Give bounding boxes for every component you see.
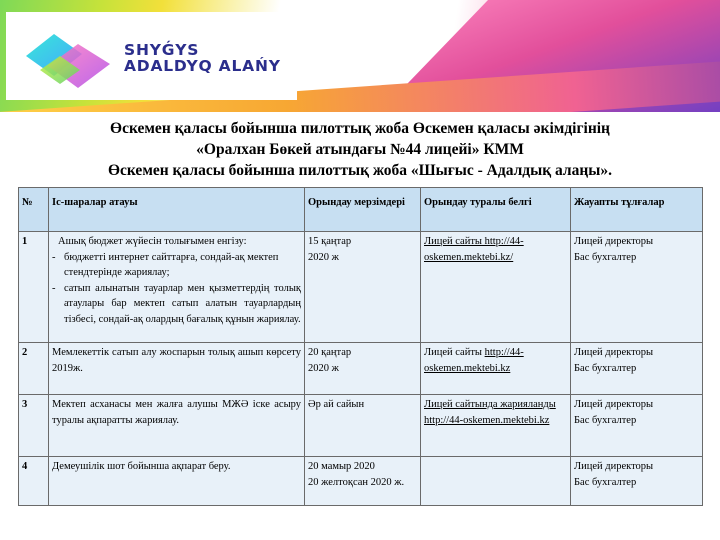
- responsible-line: Бас бухгалтер: [574, 414, 637, 426]
- row-number: 2: [19, 343, 49, 395]
- responsible-line: Бас бухгалтер: [574, 476, 637, 488]
- header-deadline: Орындау мерзімдері: [305, 188, 421, 232]
- page-heading: [0, 118, 720, 181]
- row-deadline: [305, 457, 421, 506]
- row-event: Демеушілік шот бойынша ақпарат беру.: [49, 457, 305, 506]
- responsible-line: Бас бухгалтер: [574, 251, 637, 263]
- row-mark: [421, 395, 571, 457]
- responsible-line: Бас бухгалтер: [574, 362, 637, 374]
- site-link[interactable]: http://44-oskemen.mektebi.kz: [424, 347, 524, 374]
- header-event-name: Іс-шаралар атауы: [49, 188, 305, 232]
- table-header-row: [19, 188, 703, 232]
- responsible-line: Лицей директоры: [574, 461, 654, 472]
- logo-diamond-icon: [20, 26, 116, 92]
- table-row: [19, 395, 703, 457]
- deadline-line: 15 қаңтар: [308, 236, 352, 247]
- deadline-line: 20 қаңтар: [308, 347, 352, 358]
- logo-line-2: ADALDYQ ALAŃY: [124, 57, 281, 75]
- heading-line-1: Өскемен қаласы бойынша пилоттық жоба Өскемен қаласы әкімдігінің: [110, 120, 610, 137]
- row-responsible: [571, 457, 703, 506]
- row-number: 1: [19, 232, 49, 343]
- row-responsible: [571, 395, 703, 457]
- deadline-line: Әр ай сайын: [308, 399, 365, 410]
- event-items: [52, 250, 301, 328]
- header-completion-mark: Орындау туралы белгі: [421, 188, 571, 232]
- row-mark: [421, 457, 571, 506]
- event-title: Ашық бюджет жүйесін толығымен енгізу:: [58, 236, 247, 247]
- row-responsible: [571, 232, 703, 343]
- table-row: [19, 232, 703, 343]
- plan-table: [18, 187, 703, 506]
- row-event: Мемлекеттік сатып алу жоспарын толық ашып көрсету 2019ж.: [49, 343, 305, 395]
- site-link[interactable]: Лицей сайтында жарияланды http://44-oskemen.mektebi.kz: [424, 399, 556, 426]
- row-number: 3: [19, 395, 49, 457]
- deadline-line: 2020 ж: [308, 251, 339, 263]
- table-row: [19, 343, 703, 395]
- heading-line-2: «Оралхан Бөкей атындағы №44 лицейі» КММ: [196, 141, 524, 158]
- row-number: 4: [19, 457, 49, 506]
- logo-text: [124, 42, 281, 74]
- row-event: [49, 232, 305, 343]
- row-deadline: [305, 232, 421, 343]
- header-number: №: [19, 188, 49, 232]
- event-item: - бюджетті интернет сайттарға, сондай-ақ мектеп стендтерінде жариялау;: [52, 250, 301, 281]
- logo-line-1: SHYǴYS: [124, 41, 200, 59]
- header-banner: [0, 0, 720, 112]
- mark-text: Лицей сайты: [424, 347, 485, 358]
- responsible-line: Лицей директоры: [574, 347, 654, 358]
- row-event: Мектеп асханасы мен жалға алушы МЖӘ іске асыру туралы ақпаратты жариялау.: [49, 395, 305, 457]
- event-item: - сатып алынатын тауарлар мен қызметтердің толық атаулары бар мектеп сатып алатын тауарлардың тізбесі, сондай-ақ олардың бағалық құнын жариялау.: [52, 281, 301, 328]
- row-deadline: [305, 395, 421, 457]
- table-row: [19, 457, 703, 506]
- row-deadline: [305, 343, 421, 395]
- logo: [6, 12, 297, 100]
- heading-line-3: Өскемен қаласы бойынша пилоттық жоба «Шығыс - Адалдық алаңы».: [107, 162, 613, 179]
- responsible-line: Лицей директоры: [574, 236, 654, 247]
- header-responsible: Жауапты тұлғалар: [571, 188, 703, 232]
- row-mark: [421, 232, 571, 343]
- row-responsible: [571, 343, 703, 395]
- deadline-line: 2020 ж: [308, 362, 339, 374]
- site-link[interactable]: Лицей сайты http://44-oskemen.mektebi.kz/: [424, 236, 524, 263]
- row-mark: [421, 343, 571, 395]
- deadline-line: 20 желтоқсан 2020 ж.: [308, 476, 405, 488]
- deadline-line: 20 мамыр 2020: [308, 461, 375, 472]
- responsible-line: Лицей директоры: [574, 399, 654, 410]
